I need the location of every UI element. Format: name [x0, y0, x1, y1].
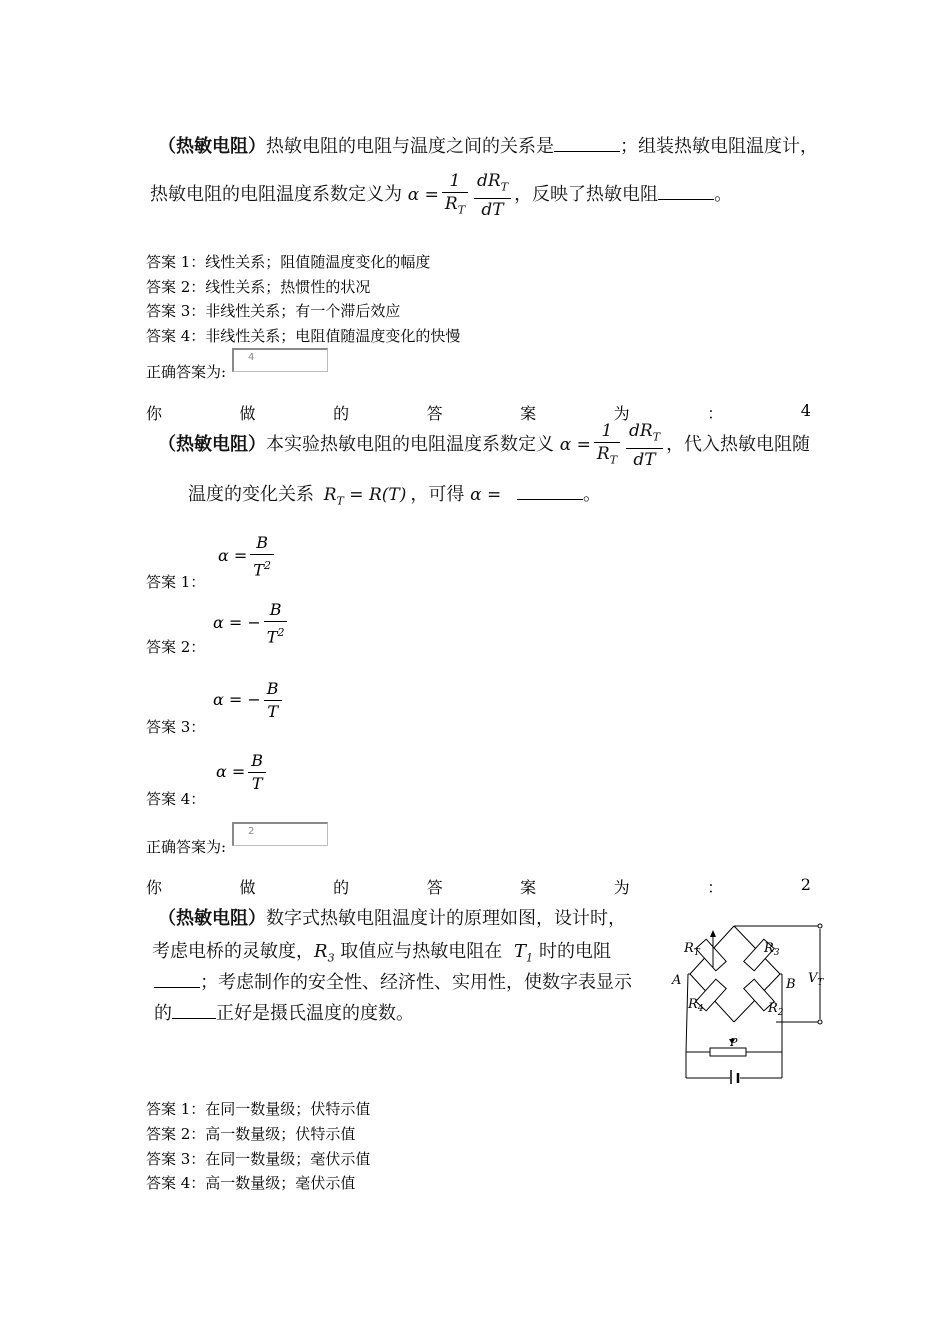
q2-line2: [188, 480, 601, 507]
label-r3: $R_3$: [764, 941, 780, 958]
q2-answer-2-formula: α = − $\frac{B}{T^2}$: [213, 599, 290, 648]
q2-rt-relation: $R_T = R(T)$: [323, 485, 407, 508]
q2-text-a: 本实验热敏电阻的电阻温度系数定义: [266, 434, 554, 456]
q1-answer-1: 答案 1：线性关系；阻值随温度变化的幅度: [146, 253, 431, 271]
label-a: A: [672, 973, 682, 988]
q1-correct-label: 正确答案为:: [146, 363, 227, 381]
q1-blank-2: [658, 198, 714, 200]
q3-line2-c: 时的电阻: [539, 941, 612, 962]
q3-line2-a: 考虑电桥的灵敏度，: [152, 941, 314, 962]
q3-line2-b: 取值应与热敏电阻在: [340, 941, 503, 962]
q2-answer-1-label: 答案 1：: [146, 573, 206, 591]
q1-tag: （热敏电阻）: [158, 136, 266, 157]
q2-answer-3-label: 答案 3：: [146, 718, 206, 736]
q2-line2-b: ，可得: [410, 484, 465, 505]
q2-correct-answer-field[interactable]: 2: [232, 822, 328, 846]
q2-your-answer-row: [146, 875, 811, 898]
q2-your-char: 为: [613, 878, 630, 897]
q3-answer-2: 答案 2：高一数量级；伏特示值: [146, 1125, 356, 1143]
q2-your-char: ：: [707, 878, 724, 897]
q2-your-char: 案: [520, 878, 537, 897]
q2-your-char: 答: [426, 878, 443, 897]
label-r4: $R_4$: [688, 997, 704, 1014]
q1-your-char: 做: [239, 404, 256, 423]
q3-line2: [152, 937, 611, 965]
q3-line1: [158, 904, 626, 930]
q2-alpha-formula: α = $\frac{1}{R_T}$ $\frac{dR_T}{dT}$: [560, 435, 666, 455]
q3-line4-b: 正好是摄氏温度的度数。: [216, 1003, 414, 1024]
q2-line2-end: 。: [582, 484, 601, 505]
q1-line2-end: 。: [714, 184, 733, 206]
q2-line1: [158, 420, 810, 471]
q2-your-char: 的: [333, 878, 350, 897]
q3-line3-text: ；考虑制作的安全性、经济性、实用性，使数字表显示: [200, 972, 632, 993]
bridge-circuit-diagram: [668, 918, 836, 1084]
q1-line2: [150, 170, 732, 221]
q3-line4: [154, 999, 414, 1025]
q3-line4-a: 的: [154, 1003, 172, 1024]
label-rt: $R_T$: [684, 941, 700, 958]
q1-line1: [158, 132, 818, 158]
q2-correct-label: 正确答案为:: [146, 838, 227, 856]
q3-tag: （热敏电阻）: [158, 908, 266, 929]
label-b: B: [786, 977, 796, 992]
q1-answer-4: 答案 4：非线性关系；电阻值随温度变化的快慢: [146, 327, 461, 345]
q3-answer-1: 答案 1：在同一数量级；伏特示值: [146, 1100, 371, 1118]
q1-text-b: ；组装热敏电阻温度计，: [620, 136, 818, 157]
q3-blank-1: [154, 986, 200, 988]
q3-blank-2: [172, 1017, 216, 1019]
q2-answer-4-label: 答案 4：: [146, 790, 206, 808]
q1-correct-answer-field[interactable]: 4: [232, 348, 328, 372]
q1-your-char: 答: [426, 404, 443, 423]
q2-your-char: 做: [239, 878, 256, 897]
q2-tag: （热敏电阻）: [158, 434, 266, 456]
q1-your-char: 的: [333, 404, 350, 423]
q2-text-b: ，代入热敏电阻随: [666, 434, 811, 456]
q1-line2-a: 热敏电阻的电阻温度系数定义为: [150, 184, 402, 206]
q1-your-char: ：: [707, 404, 724, 423]
q3-answer-3: 答案 3：在同一数量级；毫伏示值: [146, 1150, 371, 1168]
q3-answer-4: 答案 4：高一数量级；毫伏示值: [146, 1174, 356, 1192]
q1-line2-b: ，反映了热敏电阻: [514, 184, 659, 206]
q3-line3: [154, 968, 632, 994]
q2-your-answer-value: 2: [800, 875, 811, 894]
q3-r3-symbol: $R_3$: [314, 941, 335, 965]
q1-your-char: 为: [613, 404, 630, 423]
q2-answer-1-formula: α = $\frac{B}{T^2}$: [218, 532, 277, 581]
q3-line1-text: 数字式热敏电阻温度计的原理如图，设计时，: [266, 908, 626, 929]
q1-text-a: 热敏电阻的电阻与温度之间的关系是: [266, 136, 554, 157]
q2-alpha-eq: α =: [470, 485, 502, 505]
q2-answer-4-formula: α = $\frac{B}{T}$: [216, 750, 269, 795]
q1-your-char: 案: [520, 404, 537, 423]
q1-alpha-formula: α = $\frac{1}{R_T}$ $\frac{dR_T}{dT}$: [408, 185, 514, 205]
q1-answer-2: 答案 2：线性关系；热惯性的状况: [146, 278, 371, 296]
q3-t1-symbol: $T_1$: [514, 941, 534, 965]
q2-answer-2-label: 答案 2：: [146, 638, 206, 656]
q2-your-char: 你: [146, 878, 163, 897]
q1-blank-1: [554, 150, 620, 152]
label-r2: $R_2$: [768, 1001, 784, 1018]
label-vt: $V_T$: [808, 971, 824, 988]
q1-your-answer-value: 4: [800, 401, 811, 420]
q2-answer-3-formula: α = − $\frac{B}{T}$: [213, 678, 285, 723]
q2-line2-a: 温度的变化关系: [188, 484, 314, 505]
q1-your-char: 你: [146, 404, 163, 423]
q1-answer-3: 答案 3：非线性关系；有一个滞后效应: [146, 302, 401, 320]
q2-blank: [517, 498, 583, 500]
label-p: P: [730, 1036, 738, 1049]
